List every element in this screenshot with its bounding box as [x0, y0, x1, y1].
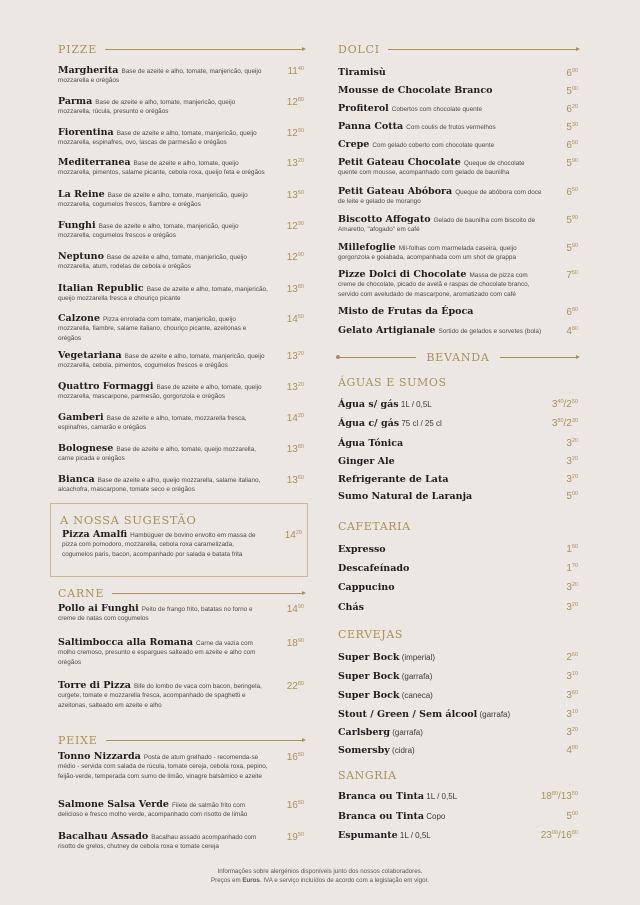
drink-size: (cidra): [389, 746, 415, 755]
drink-size: 1L / 0,5L: [424, 792, 458, 801]
item-text: [338, 122, 578, 132]
drink-size: (garrafa): [477, 710, 511, 719]
item-description: Base de azeite e alho, tomate, manjericão, queijo mozzarella fresca e chouriço picante: [58, 286, 268, 303]
drink-price: $3^{20}$: [566, 727, 578, 738]
pizze-item: [58, 444, 304, 464]
item-text: [338, 215, 578, 235]
drink-label: [338, 666, 432, 684]
item-price: $14^{90}$: [286, 604, 304, 615]
item-price: $5^{90}$: [566, 243, 578, 254]
item-description: Gelado de baunilha com biscoito de Amaretto, "afogado" em café: [338, 217, 536, 234]
item-description: Mil-folhas com marmelada caseira, queijo gorgonzola e goiabada, acompanhada com um shot de grappa: [338, 245, 517, 262]
item-text: [338, 86, 578, 96]
aguas-item: [338, 486, 578, 504]
item-name: Italian Republic: [58, 283, 144, 294]
item-name: Petit Gateau Abóbora: [338, 186, 453, 197]
item-name: Neptuno: [58, 251, 104, 262]
item-name: Funghi: [58, 220, 96, 231]
item-name: Bianca: [58, 474, 95, 485]
item-description: Bife do lombo de vaca com bacon, beringela, curgete, tomate e mozzarella fresca, acompanhado de spaghetti e azeitonas, salteado em azeite e alho: [58, 683, 262, 709]
footer-note: [0, 867, 640, 885]
item-name: Misto de Frutas da Época: [338, 306, 474, 317]
item-text: [338, 68, 578, 78]
section-title-aguas: ÁGUAS E SUMOS: [338, 375, 447, 389]
item-description: Peito de frango frito, batatas no forno e creme de natas com cogumelos: [58, 606, 253, 623]
cervejas-item: [338, 647, 578, 665]
item-name: Pizza Amalfi: [62, 529, 128, 540]
drink-name: Expresso: [338, 544, 386, 555]
item-price: $5^{90}$: [566, 215, 578, 226]
item-text: [58, 190, 304, 210]
drink-price: $4^{80}$: [566, 745, 578, 756]
aguas-item: [338, 469, 578, 487]
cafetaria-item: [338, 597, 578, 615]
drink-name: Super Bock: [338, 671, 400, 682]
section-pizze: [58, 42, 304, 56]
sangria-item: [338, 806, 578, 824]
drink-label: [338, 647, 435, 665]
item-description: Queque de chocolate quente com mousse, acompanhado com gelado de baunilha: [338, 160, 525, 177]
item-text: [338, 104, 578, 114]
drink-price: $23^{00}/16^{80}$: [540, 830, 578, 841]
drink-price: $5^{00}$: [566, 811, 578, 822]
section-title-pizze: PIZZE: [58, 42, 98, 56]
item-price: $13^{20}$: [286, 158, 304, 169]
peixe-item: [58, 800, 304, 820]
item-text: [58, 752, 304, 781]
item-price: $13^{20}$: [286, 351, 304, 362]
aguas-item: [338, 451, 578, 469]
drink-price: $5^{00}$: [566, 491, 578, 502]
item-price: $14^{50}$: [286, 314, 304, 325]
item-name: Margherita: [58, 65, 119, 76]
drink-price: $1^{60}$: [566, 544, 578, 555]
drink-price: $3^{20}$: [566, 582, 578, 593]
item-text: [58, 638, 304, 667]
drink-name: Chás: [338, 602, 364, 613]
item-description: Base de azeite e alho, tomate, manjericão, queijo mozzarella, cogumelos frescos e orégãos: [58, 223, 239, 240]
item-price: $19^{50}$: [286, 832, 304, 843]
dolci-item: [338, 187, 578, 207]
drink-price: $3^{10}$: [566, 671, 578, 682]
drink-label: [338, 825, 431, 843]
pizze-item: [58, 97, 304, 117]
item-description: Base de azeite e alho, tomate, manjericão, queijo mozzarella, cogumelos frescos, fiambre e orégãos: [58, 192, 248, 209]
drink-price: $2^{60}$: [566, 652, 578, 663]
section-aguas: [338, 375, 578, 389]
section-title-bevanda: BEVANDA: [426, 350, 490, 364]
item-description: Carne da vazia com molho cremoso, presunto e espargues salteado em azeite e alho com orégãos: [58, 640, 256, 666]
pizze-item: [58, 66, 304, 86]
pizze-item: [58, 128, 304, 148]
section-title-sangria: SANGRIA: [338, 768, 397, 782]
footer-prices-currency: Euros: [242, 877, 260, 884]
item-price: $12^{90}$: [286, 252, 304, 263]
drink-name: Refrigerante de Lata: [338, 474, 449, 485]
drink-price: $1^{70}$: [566, 563, 578, 574]
item-name: Gamberi: [58, 412, 104, 423]
item-name: Torre di Pizza: [58, 680, 131, 691]
drink-size: (caneca): [399, 691, 433, 700]
dolci-item: [338, 243, 578, 263]
cervejas-item: [338, 666, 578, 684]
item-price: $6^{50}$: [566, 140, 578, 151]
arrow-divider-icon: [112, 593, 304, 594]
item-name: Bolognese: [58, 443, 114, 454]
footer-prices-a: Preços em: [211, 877, 243, 884]
dolci-item: [338, 307, 578, 317]
item-name: La Reine: [58, 189, 105, 200]
item-description: Massa de pizza com creme de chocolate, picado de avelã e raspas de chocolate branco, servido com aveludado de mascarpone, aromatizado com café: [338, 272, 530, 298]
section-bevanda: [338, 350, 578, 364]
cafetaria-item: [338, 577, 578, 595]
item-price: $12^{90}$: [286, 128, 304, 139]
item-text: [58, 351, 304, 371]
section-title-peixe: PEIXE: [58, 733, 98, 747]
footer-allergens: Informações sobre alergénios disponíveis junto dos nossos colaboradores.: [217, 868, 423, 875]
item-text: [58, 97, 304, 117]
item-description: Filete de salmão frito com delicioso e fresco molho verde, acompanhado com risotto de limão: [58, 802, 248, 819]
drink-name: Cappucino: [338, 582, 395, 593]
item-price: $16^{50}$: [286, 800, 304, 811]
arrow-divider-icon: [388, 49, 578, 50]
item-description: Base de azeite e alho, tomate, manjericão, queijo mozzarella, espinafres, ovo, lascas de parmesão e orégãos: [58, 130, 257, 147]
drink-label: [338, 539, 386, 557]
pizze-item: [58, 190, 304, 210]
aguas-item: [338, 413, 578, 431]
item-name: Mediterranea: [58, 157, 131, 168]
item-price: $16^{50}$: [286, 752, 304, 763]
item-price: $18^{90}$: [286, 638, 304, 649]
dolci-item: [338, 140, 578, 150]
item-price: $13^{60}$: [286, 475, 304, 486]
item-name: Pollo ai Funghi: [58, 603, 139, 614]
dolci-item: [338, 215, 578, 235]
drink-name: Descafeínado: [338, 563, 410, 574]
item-description: Hambúguer de bovino envolto em massa de pizza com pomodoro, mozzarella, cebola roxa caramelizada, cogumelos paris, bacon, acompanhado por salada e batata frita: [62, 532, 256, 558]
item-name: Petit Gateau Chocolate: [338, 157, 461, 168]
cervejas-item: [338, 685, 578, 703]
pizze-item: [58, 413, 304, 433]
item-price: $6^{80}$: [566, 307, 578, 318]
dolci-item: [338, 158, 578, 178]
drink-name: Ginger Ale: [338, 456, 395, 467]
cafetaria-item: [338, 539, 578, 557]
carne-item: [58, 604, 304, 624]
item-price: $14^{20}$: [286, 413, 304, 424]
item-description: Sortido de gelados e sorvetes (bola): [438, 328, 542, 335]
section-sangria: [338, 768, 578, 782]
item-name: Tonno Nizzarda: [58, 751, 141, 762]
section-carne: [58, 586, 304, 600]
sangria-item: [338, 825, 578, 843]
item-description: Base de azeite e alho, tomate, queijo mozzarella, pimentos, salame picante, cebola roxa, queijo feta e orégãos: [58, 160, 265, 177]
item-text: [338, 187, 578, 207]
carne-item: [58, 638, 304, 667]
item-description: Base de azeite e alho, tomate, manjericão, queijo mozzarella, atum, rodelas de cebola e orégãos: [58, 254, 247, 271]
aguas-item: [338, 394, 578, 412]
drink-size: 1L / 0,5L: [398, 400, 432, 409]
pizze-item: [58, 314, 304, 343]
item-text: [338, 243, 578, 263]
drink-size: 1L / 0,5L: [397, 831, 431, 840]
drink-label: [338, 740, 415, 758]
cervejas-item: [338, 704, 578, 722]
pizze-item: [58, 351, 304, 371]
item-text: [338, 140, 578, 150]
item-name: Tiramisù: [338, 67, 386, 78]
item-text: [58, 444, 304, 464]
aguas-item: [338, 433, 578, 451]
item-name: Bacalhau Assado: [58, 831, 149, 842]
item-description: Base de azeite e alho, queijo mozzarella, salame italiano, alcachofra, mascarpone, tomate seco e orégãos: [58, 477, 261, 494]
cervejas-item: [338, 722, 578, 740]
pizze-item: [58, 252, 304, 272]
footer-prices: [0, 876, 640, 885]
pizze-item: [58, 158, 304, 178]
item-description: Com gelado coberto com chocolate quente: [372, 142, 495, 149]
item-price: $7^{50}$: [566, 270, 578, 281]
item-text: [58, 158, 304, 178]
drink-name: Stout / Green / Sem álcool: [338, 709, 478, 720]
item-name: Crepe: [338, 139, 370, 150]
item-name: Quattro Formaggi: [58, 381, 154, 392]
item-price: $6^{50}$: [566, 187, 578, 198]
section-peixe: [58, 733, 304, 747]
item-text: [338, 307, 578, 317]
item-price: $22^{80}$: [286, 681, 304, 692]
item-name: Calzone: [58, 313, 101, 324]
dolci-item: [338, 122, 578, 132]
section-cafetaria: [338, 519, 578, 533]
drink-name: Sumo Natural de Laranja: [338, 491, 473, 502]
pizze-item: [58, 221, 304, 241]
item-text: [58, 314, 304, 343]
item-name: Pizze Dolci di Chocolate: [338, 269, 467, 280]
item-price: $13^{20}$: [286, 382, 304, 393]
drink-label: [338, 469, 449, 487]
item-name: Saltimbocca alla Romana: [58, 637, 194, 648]
section-title-carne: CARNE: [58, 586, 105, 600]
item-text: [338, 326, 578, 336]
item-price: $13^{50}$: [286, 190, 304, 201]
item-description: Base de azeite e alho, tomate, manjericão, queijo mozzarella, rúcula, presunto e orégãos: [58, 99, 236, 116]
section-title-dolci: DOLCI: [338, 42, 380, 56]
drink-name: Branca ou Tinta: [338, 811, 425, 822]
item-name: Parma: [58, 96, 93, 107]
item-text: [58, 800, 304, 820]
item-name: Gelato Artigianale: [338, 325, 436, 336]
item-text: [58, 413, 304, 433]
item-price: $4^{80}$: [566, 326, 578, 337]
drink-name: Somersby: [338, 745, 390, 756]
item-text: [58, 221, 304, 241]
item-price: $13^{80}$: [286, 444, 304, 455]
arrow-divider-icon: [105, 49, 304, 50]
item-description: Pizza enrolada com tomate, manjericão, queijo mozzarella, fiambre, salame italiano, chouriço picante, azeitonas e orégãos: [58, 316, 247, 342]
section-title-cafetaria: CAFETARIA: [338, 519, 411, 533]
item-description: Queque de abóbora com doce de leite e gelado de morango: [338, 189, 542, 206]
item-price: $12^{80}$: [286, 97, 304, 108]
item-price: $11^{40}$: [287, 66, 304, 77]
drink-price: $3^{20}$: [566, 602, 578, 613]
drink-size: (imperial): [399, 653, 436, 662]
drink-price: $3^{60}$: [566, 690, 578, 701]
pizze-item: [58, 475, 304, 495]
drink-label: [338, 433, 403, 451]
divider-line-left: [338, 357, 416, 358]
item-text: [338, 270, 578, 299]
item-price: $5^{00}$: [566, 86, 578, 97]
section-cervejas: [338, 627, 578, 641]
item-name: Millefoglie: [338, 242, 396, 253]
drink-label: [338, 558, 409, 576]
drink-price: $3^{20}$: [566, 474, 578, 485]
drink-price: $3^{20}$: [566, 456, 578, 467]
peixe-item: [58, 752, 304, 781]
footer-prices-c: . IVA e serviço incluídos de acordo com a legislação em vigor.: [259, 877, 429, 884]
item-description: Cobertos com chocolate quente: [391, 106, 483, 113]
drink-label: [338, 806, 445, 824]
drink-label: [338, 451, 395, 469]
drink-label: [338, 685, 433, 703]
item-description: Bacalhau assado acompanhado com risotto de grelos, chutney de cebola roxa e tomate cereja: [58, 834, 257, 851]
dolci-item: [338, 68, 578, 78]
drink-price: $3^{20}$: [566, 438, 578, 449]
pizze-item: [58, 382, 304, 402]
item-text: [58, 832, 304, 852]
dolci-item: [338, 326, 578, 336]
sugestao-box: [50, 503, 308, 577]
drink-label: [338, 704, 510, 722]
item-text: [58, 128, 304, 148]
drink-name: Água Tónica: [338, 438, 404, 449]
item-price: $14^{20}$: [284, 530, 302, 541]
item-description: Posta de atum grelhado - recomenda-se médio - servida com salada de rúcula, tomate cereja, cebola roxa, pepino, feijão-verde, temperada com sumo de limão, vinagre balsâmico e azeite: [58, 754, 268, 780]
item-description: Base de azeite e alho, tomate, mozzarella fresca, espinafres, camarão e orégãos: [58, 415, 247, 432]
item-name: Mousse de Chocolate Branco: [338, 85, 493, 96]
drink-name: Branca ou Tinta: [338, 791, 425, 802]
item-text: [58, 382, 304, 402]
item-price: $5^{30}$: [566, 122, 578, 133]
item-text: [58, 681, 304, 710]
drink-size: (garrafa): [390, 728, 423, 737]
drink-price: $3^{40}/2^{50}$: [551, 399, 578, 410]
drink-label: [338, 413, 442, 431]
sangria-item: [338, 786, 578, 804]
drink-name: Super Bock: [338, 652, 400, 663]
item-name: Profiterol: [338, 103, 389, 114]
peixe-item: [58, 832, 304, 852]
item-price: $13^{80}$: [286, 284, 304, 295]
drink-price: $18^{80}/13^{50}$: [540, 791, 578, 802]
item-text: [338, 158, 578, 178]
section-title-cervejas: CERVEJAS: [338, 627, 403, 641]
item-price: $12^{90}$: [286, 221, 304, 232]
item-text: [58, 66, 304, 86]
drink-size: 75 cl / 25 cl: [399, 419, 442, 428]
drink-label: [338, 577, 395, 595]
drink-name: Super Bock: [338, 690, 400, 701]
drink-label: [338, 786, 457, 804]
item-name: Fiorentina: [58, 127, 114, 138]
drink-label: [338, 722, 423, 740]
section-dolci: [338, 42, 578, 56]
drink-label: [338, 597, 364, 615]
cafetaria-item: [338, 558, 578, 576]
cervejas-item: [338, 740, 578, 758]
drink-label: [338, 394, 432, 412]
item-name: Panna Cotta: [338, 121, 404, 132]
dolci-item: [338, 86, 578, 96]
item-name: Biscotto Affogato: [338, 214, 431, 225]
drink-size: (garrafa): [399, 672, 433, 681]
item-description: Base de azeite e alho, tomate, manjericão, queijo mozzarella, cebola, pimentos, cogumelos frescos e orégãos: [58, 353, 265, 370]
item-description: Base de azeite e alho, tomate, queijo mozzarella, carne picada e orégãos: [58, 446, 256, 463]
item-name: Vegetariana: [58, 350, 122, 361]
item-price: $5^{90}$: [566, 158, 578, 169]
arrow-divider-icon: [500, 357, 578, 358]
item-text: [58, 252, 304, 272]
drink-price: $3^{80}/2^{30}$: [551, 418, 578, 429]
drink-label: [338, 486, 472, 504]
item-price: $6^{90}$: [566, 68, 578, 79]
drink-price: $3^{10}$: [566, 709, 578, 720]
item-text: [58, 604, 304, 624]
pizze-item: [58, 284, 304, 304]
drink-name: Carlsberg: [338, 727, 391, 738]
carne-item: [58, 681, 304, 710]
item-text: [58, 284, 304, 304]
drink-name: Água c/ gás: [338, 418, 400, 429]
item-description: Base de azeite e alho, tomate, queijo mozzarella, mascarpone, parmesão, gorgonzola e orégãos: [58, 384, 262, 401]
drink-size: Copo: [424, 812, 446, 821]
item-description: Base de azeite e alho, tomate, manjericão, queijo mozzarella e orégãos: [58, 68, 262, 85]
item-name: Salmone Salsa Verde: [58, 799, 169, 810]
drink-name: Água s/ gás: [338, 399, 399, 410]
item-price: $6^{20}$: [566, 104, 578, 115]
arrow-divider-icon: [106, 740, 304, 741]
item-text: [58, 475, 304, 495]
item-description: Com coulis de frutos vermelhos: [406, 124, 496, 131]
drink-name: Espumante: [338, 830, 398, 841]
section-title-sugestao: A NOSSA SUGESTÃO: [60, 513, 197, 527]
dolci-item: [338, 270, 578, 299]
dolci-item: [338, 104, 578, 114]
